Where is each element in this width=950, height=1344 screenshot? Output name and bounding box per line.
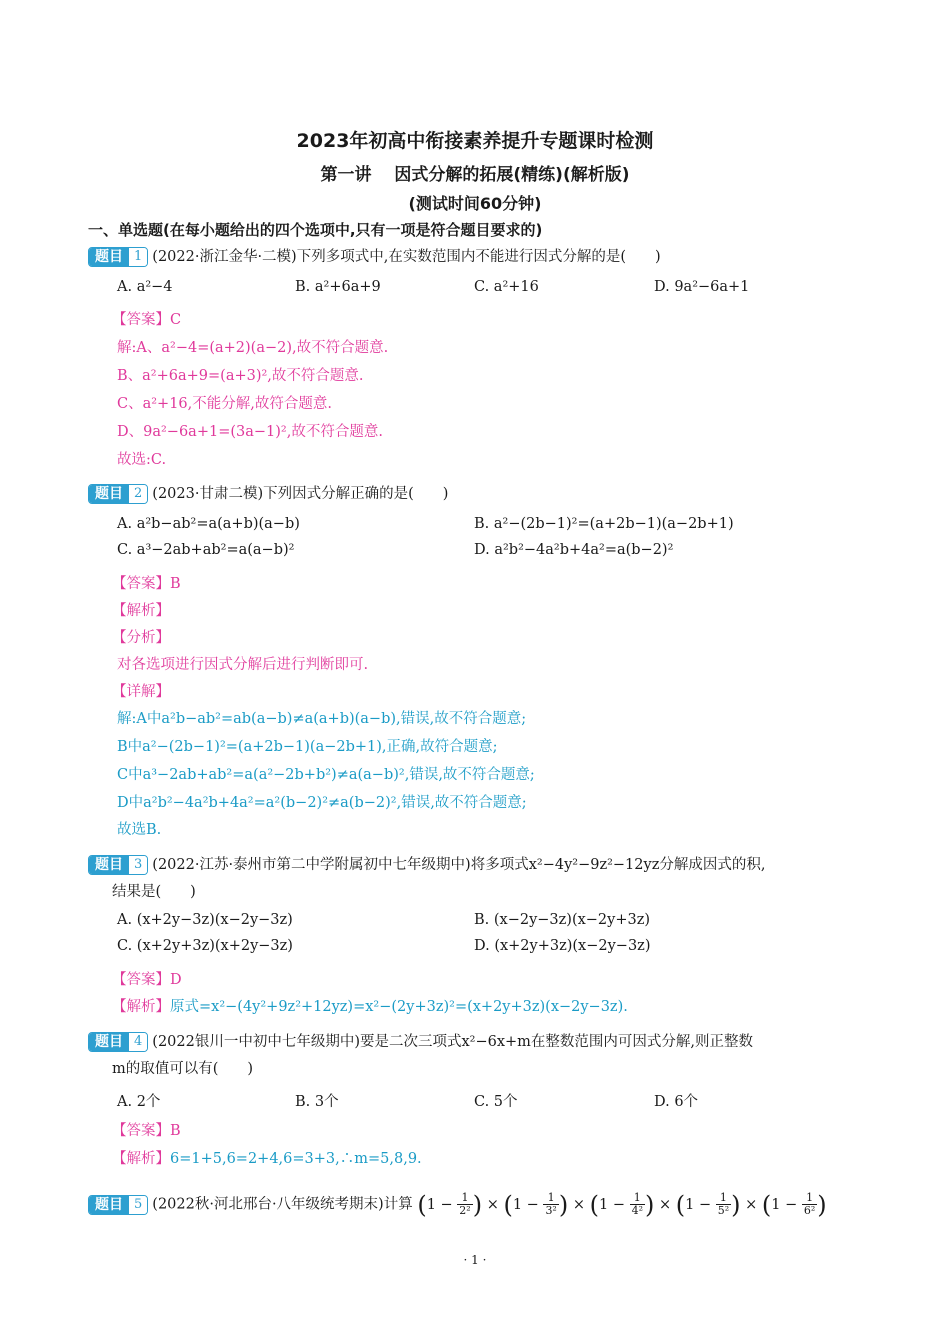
q2-solution-line: B中a²−(2b−1)²=(a+2b−1)(a−2b+1),正确,故符合题意; xyxy=(117,739,498,755)
q5-expression: (1 − $\frac{1}{\text{2²}}$ ) × (1 − $\frac{1}{\text{3²}}$ ) × (1 − $\frac{1}{\text{4²}}$ ) × (1 − $\frac{1}{\text{5²}}$ ) × (1 − $\frac{1}{\text{6²}}$ ) xyxy=(417,1190,827,1219)
question-3-continued: 结果是( ) xyxy=(112,884,196,900)
q1-option-a: A. a²−4 xyxy=(117,279,173,295)
q5-fraction: $\frac{1}{\text{5²}}$ xyxy=(717,1191,730,1217)
q2-solution-line: 解:A中a²b−ab²=ab(a−b)≠a(a+b)(a−b),错误,故不符合题意; xyxy=(117,711,527,727)
q2-solution-line: D中a²b²−4a²b+4a²=a²(b−2)²≠a(b−2)²,错误,故不符合题意; xyxy=(117,795,527,811)
q3-option-a: A. (x+2y−3z)(x−2y−3z) xyxy=(117,912,293,928)
q4-answer: 【答案】B xyxy=(112,1123,181,1139)
q5-fraction: $\frac{1}{\text{2²}}$ xyxy=(459,1191,471,1217)
q3-option-d: D. (x+2y+3z)(x−2y−3z) xyxy=(474,938,651,954)
q1-solution-line: C、a²+16,不能分解,故符合题意. xyxy=(117,396,332,412)
question-tag: 题目 3 xyxy=(88,855,148,875)
question-2: 题目 2 (2023·甘肃二模)下列因式分解正确的是( ) xyxy=(88,484,448,504)
q4-option-c: C. 5个 xyxy=(474,1094,518,1110)
doc-subtitle: 第一讲 因式分解的拓展(精练)(解析版) xyxy=(320,165,630,185)
doc-time: (测试时间60分钟) xyxy=(408,194,542,213)
q2-fenxi-text: 对各选项进行因式分解后进行判断即可. xyxy=(117,657,369,673)
q1-solution-line: D、9a²−6a+1=(3a−1)²,故不符合题意. xyxy=(117,424,383,440)
q2-fenxi-label: 【分析】 xyxy=(112,630,170,646)
question-tag: 题目 4 xyxy=(88,1032,148,1052)
q1-solution-line: 解:A、a²−4=(a+2)(a−2),故不符合题意. xyxy=(117,340,389,356)
q4-option-b: B. 3个 xyxy=(295,1094,339,1110)
q4-option-d: D. 6个 xyxy=(654,1094,699,1110)
question-tag: 题目 2 xyxy=(88,484,148,504)
q2-option-a: A. a²b−ab²=a(a+b)(a−b) xyxy=(117,516,300,532)
q2-option-c: C. a³−2ab+ab²=a(a−b)² xyxy=(117,542,295,558)
q1-solution-line: B、a²+6a+9=(a+3)²,故不符合题意. xyxy=(117,368,364,384)
q2-analysis-label: 【解析】 xyxy=(112,603,170,619)
q2-solution-line: 故选B. xyxy=(117,822,162,838)
q1-option-c: C. a²+16 xyxy=(474,279,539,295)
question-4-continued: m的取值可以有( ) xyxy=(112,1061,254,1077)
q3-answer: 【答案】D xyxy=(112,972,182,988)
q2-option-b: B. a²−(2b−1)²=(a+2b−1)(a−2b+1) xyxy=(474,516,734,532)
q1-solution-line: 故选:C. xyxy=(117,452,167,468)
q3-option-c: C. (x+2y+3z)(x+2y−3z) xyxy=(117,938,293,954)
q2-detail-label: 【详解】 xyxy=(112,684,170,700)
q4-analysis: 【解析】6=1+5,6=2+4,6=3+3,∴m=5,8,9. xyxy=(112,1151,422,1167)
q3-option-b: B. (x−2y−3z)(x−2y+3z) xyxy=(474,912,651,928)
q1-option-b: B. a²+6a+9 xyxy=(295,279,381,295)
question-5: 题目 5 (2022秋·河北邢台·八年级统考期末)计算 (1 − $\frac{1}{\text{2²}}$ ) × (1 − $\frac{1}{\text{3²}}$ ) × (1 − $\frac{1}{\text{4²}}$ ) × (1 − $\frac{1}{\text{5²}}$ ) × (1 − $\frac{1}{\text{6²}}$ ) xyxy=(88,1192,827,1217)
page-number: · 1 · xyxy=(463,1253,487,1267)
q5-fraction: $\frac{1}{\text{3²}}$ xyxy=(545,1191,557,1217)
question-4: 题目 4 (2022银川一中初中七年级期中)要是二次三项式x²−6x+m在整数范围内可因式分解,则正整数 xyxy=(88,1032,753,1052)
q3-analysis: 【解析】原式=x²−(4y²+9z²+12yz)=x²−(2y+3z)²=(x+2y+3z)(x−2y−3z). xyxy=(112,999,628,1015)
q4-option-a: A. 2个 xyxy=(117,1094,161,1110)
q2-answer: 【答案】B xyxy=(112,576,181,592)
question-tag: 题目 5 xyxy=(88,1195,148,1215)
question-3: 题目 3 (2022·江苏·泰州市第二中学附属初中七年级期中)将多项式x²−4y²−9z²−12yz分解成因式的积, xyxy=(88,855,765,875)
section-heading: 一、单选题(在每小题给出的四个选项中,只有一项是符合题目要求的) xyxy=(88,221,543,239)
doc-title: 2023年初高中衔接素养提升专题课时检测 xyxy=(296,130,654,152)
question-1: 题目 1 (2022·浙江金华·二模)下列多项式中,在实数范围内不能进行因式分解的是( ) xyxy=(88,247,661,267)
q2-option-d: D. a²b²−4a²b+4a²=a(b−2)² xyxy=(474,542,674,558)
q1-answer: 【答案】C xyxy=(112,312,182,328)
question-tag: 题目 1 xyxy=(88,247,148,267)
q5-fraction: $\frac{1}{\text{4²}}$ xyxy=(631,1191,643,1217)
q2-solution-line: C中a³−2ab+ab²=a(a²−2b+b²)≠a(a−b)²,错误,故不符合题意; xyxy=(117,767,535,783)
q5-fraction: $\frac{1}{\text{6²}}$ xyxy=(803,1191,816,1217)
q1-option-d: D. 9a²−6a+1 xyxy=(654,279,750,295)
